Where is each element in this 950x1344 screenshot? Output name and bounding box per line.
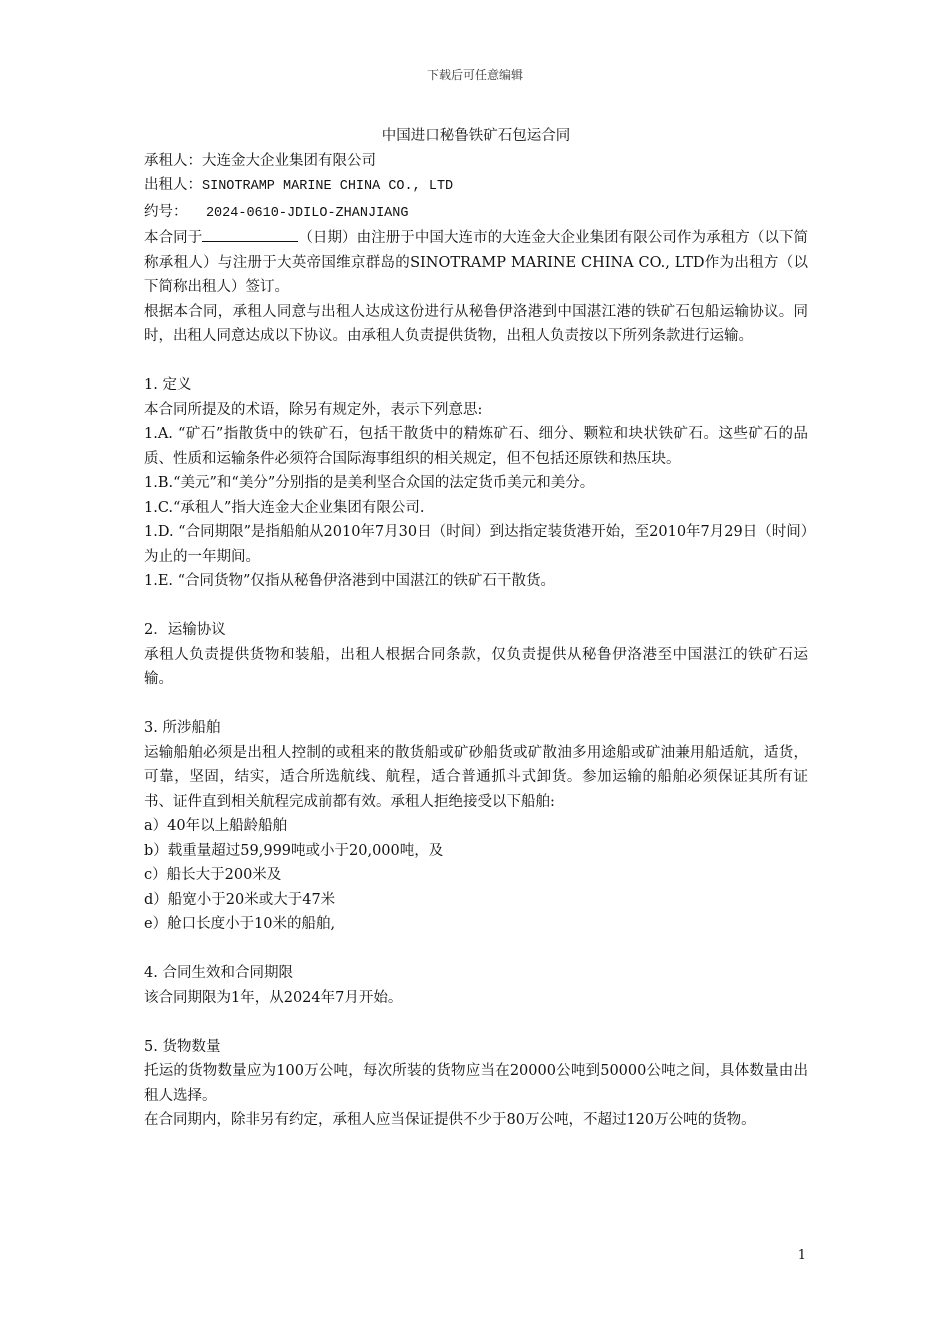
section2-body: 承租人负责提供货物和装船，出租人根据合同条款，仅负责提供从秘鲁伊洛港至中国湛江的铁矿石运输。 — [144, 646, 808, 687]
spacer — [144, 594, 808, 619]
date-blank — [202, 227, 298, 242]
spacer — [144, 692, 808, 717]
section3-heading: 3. 所涉船舶 — [144, 720, 221, 736]
section5-paragraph-1: 托运的货物数量应为100万公吨，每次所装的货物应当在20000公吨到50000公吨之间，具体数量由出租人选择。 — [144, 1063, 808, 1104]
spacer — [144, 937, 808, 962]
intro-p1-rest: （日期）由注册于中国大连市的大连金大企业集团有限公司作为承租方（以下简称承租人）与注册于大英帝国维京群岛的SINOTRAMP MARINE CHINA CO., LTD作为出租方（以下简称出租人）签订。 — [144, 230, 809, 295]
definition-item: 1.D. “合同期限”是指船舶从2010年7月30日（时间）到达指定装货港开始，至2010年7月29日（时间）为止的一年期间。 — [144, 524, 808, 565]
page-number: 1 — [797, 1248, 806, 1263]
spacer — [144, 349, 808, 374]
contract-no-line — [144, 200, 808, 227]
contract-title: 中国进口秘鲁铁矿石包运合同 — [381, 128, 571, 144]
vessel-exclusion-item: e）舱口长度小于10米的船舶, — [144, 916, 336, 932]
section1-lead: 本合同所提及的术语，除另有规定外，表示下列意思: — [144, 401, 483, 418]
owner-line — [144, 173, 808, 200]
intro-paragraph-2: 根据本合同，承租人同意与出租人达成这份进行从秘鲁伊洛港到中国湛江港的铁矿石包船运输协议。同时，出租人同意达成以下协议。由承租人负责提供货物，出租人负责按以下所列条款进行运输。 — [144, 303, 808, 344]
charterer-name: 大连金大企业集团有限公司 — [202, 152, 376, 169]
owner-label: 出租人： — [144, 177, 202, 193]
vessel-exclusion-item: a）40年以上船龄船舶 — [144, 818, 288, 834]
contract-body — [144, 124, 808, 1133]
spacer — [144, 1010, 808, 1035]
section1-heading: 1. 定义 — [144, 377, 192, 393]
definition-item: 1.A. “矿石”指散货中的铁矿石，包括干散货中的精炼矿石、细分、颗粒和块状铁矿石。这些矿石的品质、性质和运输条件必须符合国际海事组织的相关规定，但不包括还原铁和热压块。 — [144, 426, 808, 467]
section5-paragraph-2: 在合同期内，除非另有约定，承租人应当保证提供不少于80万公吨，不超过120万公吨的货物。 — [144, 1112, 756, 1128]
section4-body: 该合同期限为1年，从2024年7月开始。 — [144, 989, 403, 1006]
section2-heading: 2．运输协议 — [144, 622, 226, 638]
definition-item: 1.E. “合同货物”仅指从秘鲁伊洛港到中国湛江的铁矿石干散货。 — [144, 573, 555, 589]
intro-paragraph-1 — [144, 226, 808, 300]
header-note: 下载后可任意编辑 — [426, 68, 523, 82]
section4-heading: 4. 合同生效和合同期限 — [144, 965, 293, 981]
section3-body: 运输船舶必须是出租人控制的或租来的散货船或矿砂船货或矿散油多用途船或矿油兼用船适航，适货，可靠，坚固，结实，适合所选航线、航程，适合普通抓斗式卸货。参加运输的船舶必须保证其所有证书、证件直到相关航程完成前都有效。承租人拒绝接受以下船舶: — [144, 744, 808, 810]
contract-no-label: 约号： — [144, 203, 188, 220]
definition-item: 1.C.“承租人”指大连金大企业集团有限公司. — [144, 499, 425, 516]
section5-heading: 5. 货物数量 — [144, 1038, 221, 1055]
intro-p1-start: 本合同于 — [144, 230, 203, 246]
vessel-exclusion-item: d）船宽小于20米或大于47米 — [144, 891, 336, 908]
vessel-exclusion-item: b）载重量超过59,999吨或小于20,000吨，及 — [144, 842, 444, 859]
owner-name: SINOTRAMP MARINE CHINA CO., LTD — [202, 179, 454, 194]
charterer-line — [144, 149, 808, 174]
charterer-label: 承租人： — [144, 152, 202, 169]
contract-no: 2024-0610-JDILO-ZHANJIANG — [205, 205, 409, 221]
definition-item: 1.B.“美元”和“美分”分别指的是美利坚合众国的法定货币美元和美分。 — [144, 475, 595, 491]
vessel-exclusion-item: c）船长大于200米及 — [144, 867, 282, 883]
